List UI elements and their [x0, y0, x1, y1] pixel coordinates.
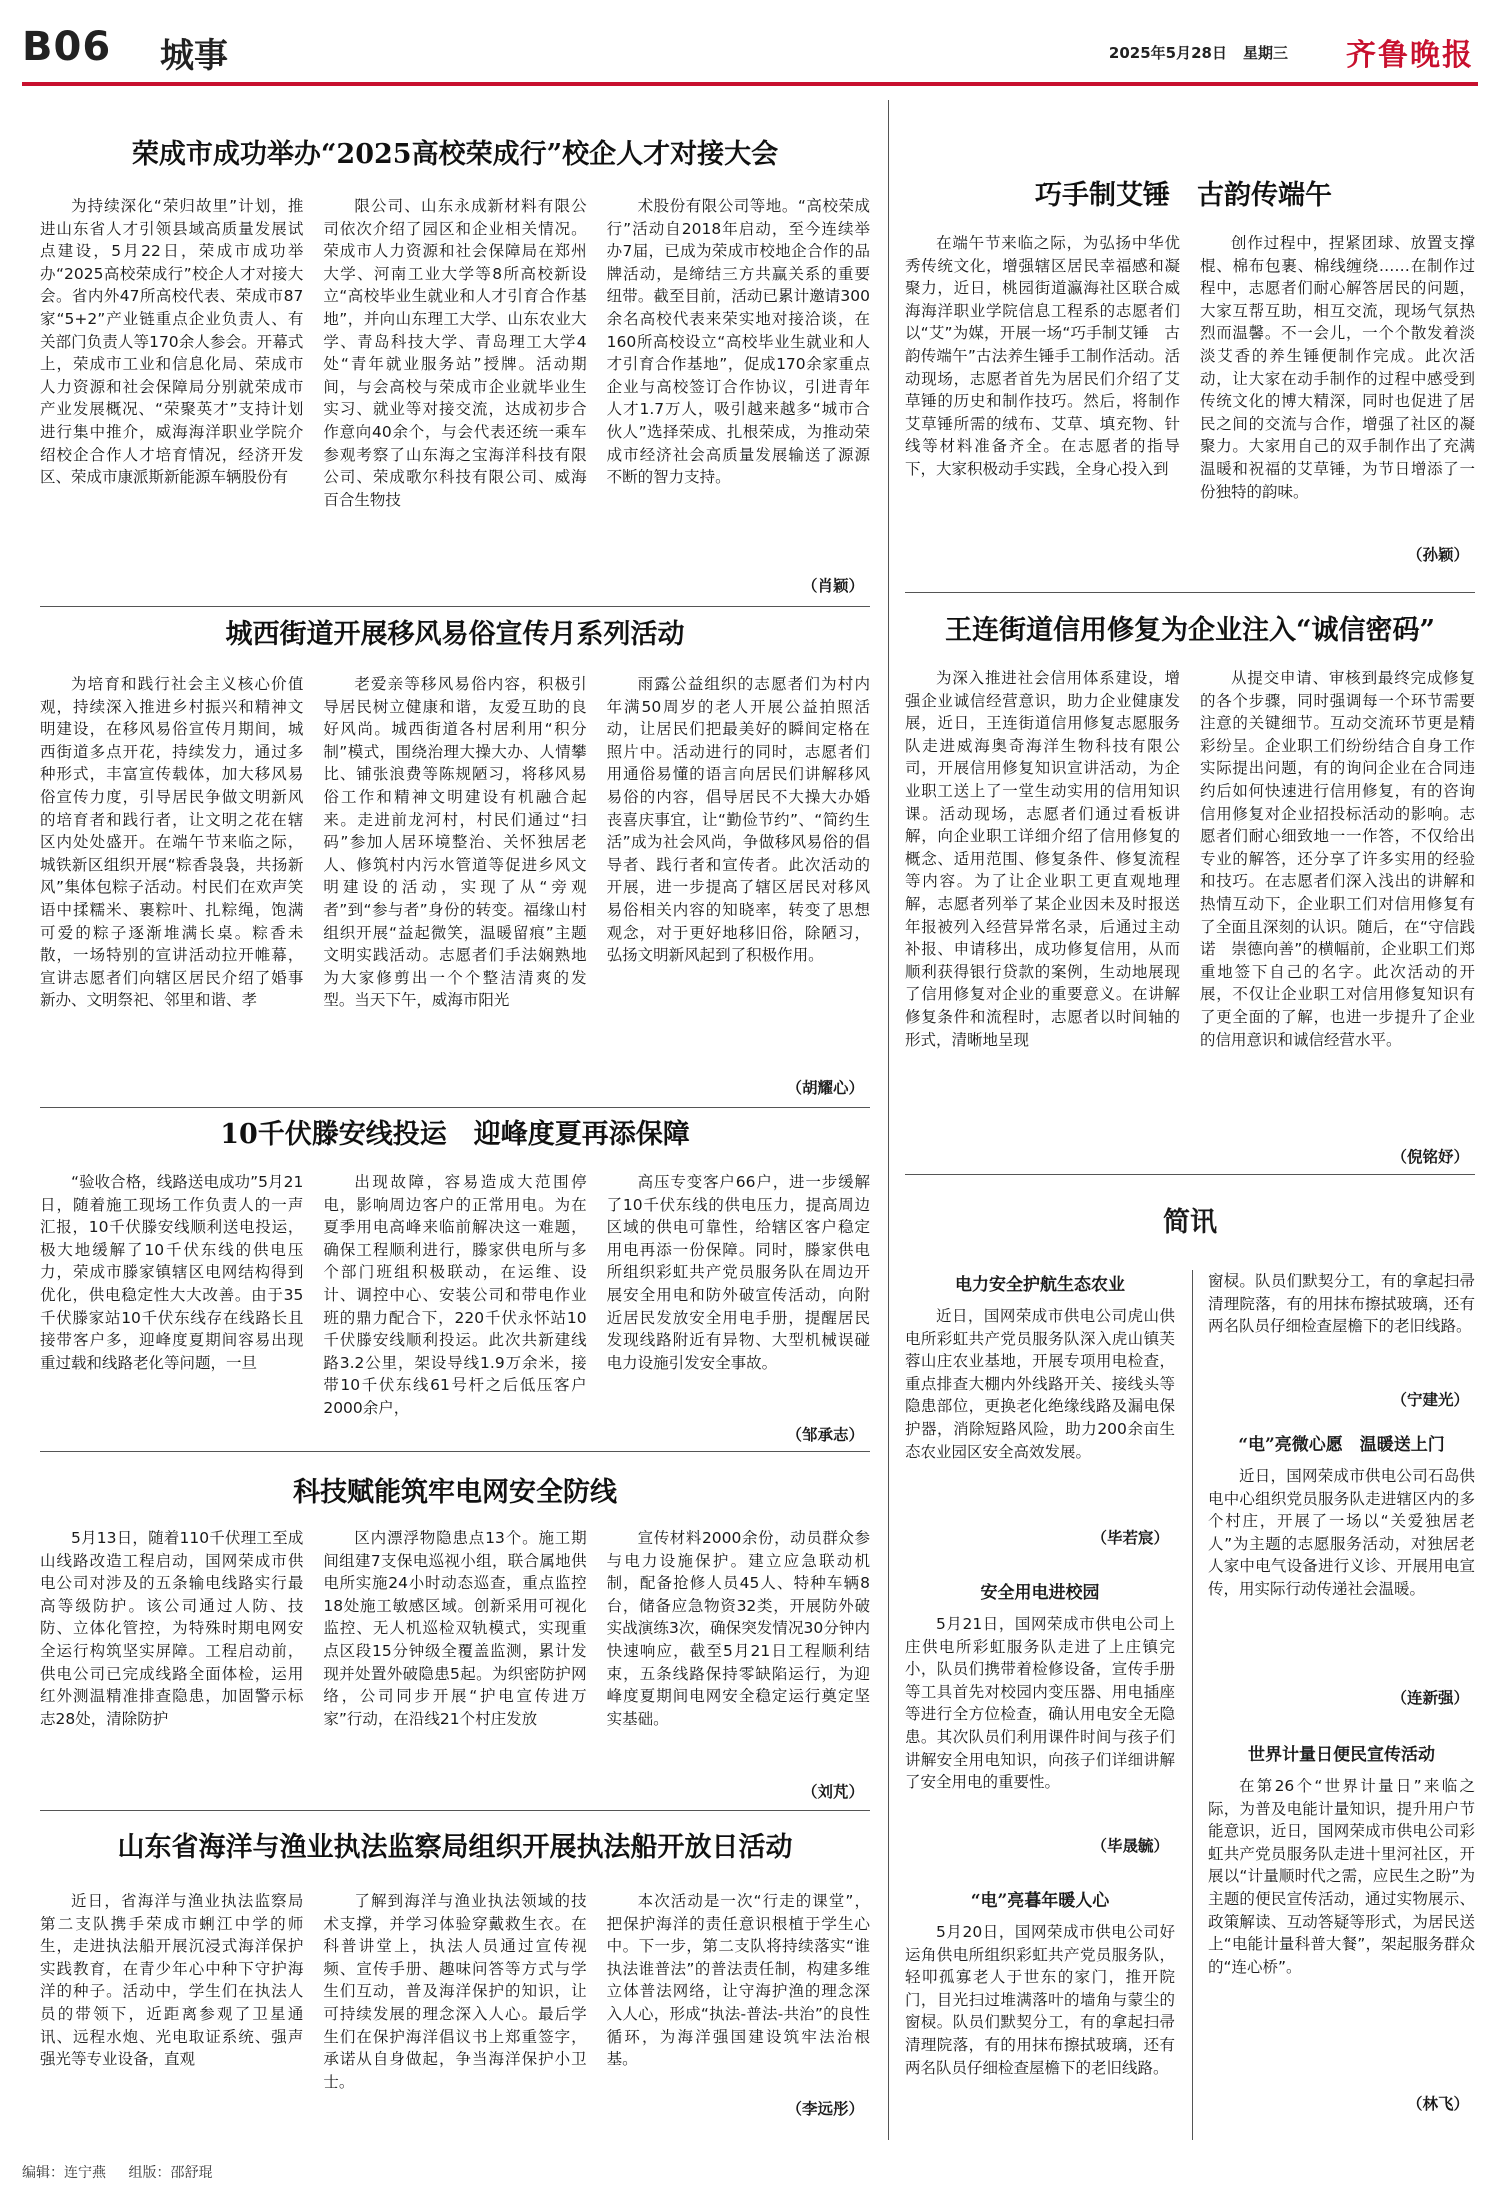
article-open-day — [40, 1830, 870, 2130]
divider — [905, 592, 1475, 593]
article-customs-reform — [40, 617, 870, 1103]
newspaper-logo: 齐鲁晚报 — [1346, 38, 1474, 73]
article-author: （肖颖） — [801, 577, 864, 595]
article-grid-safety — [40, 1475, 870, 1807]
article-author: （邹承志） — [786, 1426, 864, 1444]
brief-author: （宁建光） — [1391, 1391, 1469, 1409]
brief-column-left — [905, 1270, 1175, 2140]
article-column-3: 高压专变客户66户，进一步缓解了10千伏东线的供电压力，提高周边区域的供电可靠性，给辖区客户稳定用电再添一份保障。同时，滕家供电所组织彩虹共产党员服务队在周边开展安全用电和防外破宣传活动，向附近居民发放安全用电手册，提醒居民发现线路附近有异物、大型机械误碰电力设施引发安全事故。 — [606, 1173, 870, 1372]
brief-heading: 简讯 — [1163, 1207, 1217, 1238]
article-title: 荣成市成功举办“2025高校荣成行”校企人才对接大会 — [131, 139, 779, 170]
page-header — [22, 16, 1478, 86]
section-title: 城事 — [160, 36, 228, 76]
brief-body: 在第26个“世界计量日”来临之际，为普及电能计量知识，提升用户节能意识，近日，国网荣成市供电公司彩虹共产党员服务队走进十里河社区，开展以“计量顺时代之需，应民生之盼”为主题的便民宣传活动，通过实物展示、政策解读、互动答疑等形式，为居民送上“电能计量科普大餐”，架起服务群众的“连心桥”。 — [1208, 1777, 1475, 1976]
article-column-3: 术股份有限公司等地。“高校荣成行”活动自2018年启动，至今连续举办7届，已成为荣成市校地企合作的品牌活动，是缔结三方共赢关系的重要纽带。截至目前，活动已累计邀请300余名高校代表来荣实地对接洽谈，在160所高校设立“高校毕业生就业和人才引育合作基地”，促成170余家重点企业与高校签订合作协议，引进青年人才1.7万人，吸引越来越多“城市合伙人”选择荣成、扎根荣成，为推动荣成市经济社会高质量发展输送了源源不断的智力支持。 — [606, 197, 870, 487]
divider — [40, 606, 870, 607]
brief-body: 5月21日，国网荣成市供电公司上庄供电所彩虹服务队走进了上庄镇完小，队员们携带着检修设备，宣传手册等工具首先对校园内变压器、用电插座等进行全方位检查，确认用电安全无隐患。其次队员们利用课件时间与孩子们讲解安全用电知识，向孩子们详细讲解了安全用电的重要性。 — [905, 1615, 1175, 1792]
article-author: （孙颖） — [1406, 546, 1469, 564]
brief-title: 世界计量日便民宣传活动 — [1248, 1745, 1435, 1765]
brief-author: （毕晟毓） — [1091, 1837, 1169, 1855]
article-column-1: 为培育和践行社会主义核心价值观，持续深入推进乡村振兴和精神文明建设，在移风易俗宣传月期间，城西街道多点开花，持续发力，通过多种形式，丰富宣传载体，加大移风易俗宣传力度，引导居民争做文明新风的培育者和践行者，让文明之花在辖区内处处盛开。在端午节来临之际，城铁新区组织开展“粽香袅袅，共扬新风”集体包粽子活动。村民们在欢声笑语中揉糯米、裹粽叶、扎粽绳，饱满可爱的粽子逐渐堆满长桌。粽香未散，一场特别的宣讲活动拉开帷幕，宣讲志愿者们向辖区居民介绍了婚事新办、文明祭祀、邻里和谐、孝 — [40, 675, 304, 1010]
column-divider — [888, 100, 889, 2140]
article-title: 王连街道信用修复为企业注入“诚信密码” — [944, 615, 1436, 646]
article-column-2: 了解到海洋与渔业执法领域的技术支撑，并学习体验穿戴救生衣。在科普讲堂上，执法人员通过宣传视频、宣传手册、趣味问答等方式与学生们互动，普及海洋保护的知识，让可持续发展的理念深入人心。最后学生们在保护海洋倡议书上郑重签字，承诺从自身做起，争当海洋保护小卫士。 — [323, 1892, 587, 2091]
brief-item — [1208, 1430, 1475, 1730]
brief-author: （毕若宸） — [1091, 1529, 1169, 1547]
article-title: 山东省海洋与渔业执法监察局组织开展执法船开放日活动 — [117, 1832, 793, 1863]
article-author: （胡耀心） — [786, 1079, 864, 1097]
divider — [40, 1107, 870, 1108]
brief-body: 窗棂。队员们默契分工，有的拿起扫帚清理院落，有的用抹布擦拭玻璃，还有两名队员仔细检查屋檐下的老旧线路。 — [1208, 1272, 1475, 1336]
article-column-1: “验收合格，线路送电成功”5月21日，随着施工现场工作负责人的一声汇报，10千伏滕安线顺利送电投运，极大地缓解了10千伏东线的供电压力，荣成市滕家镇辖区电网结构得到优化，供电稳定性大大改善。由于35千伏滕家站10千伏东线存在线路长且接带客户多，迎峰度夏期间容易出现重过载和线路老化等问题，一旦 — [40, 1173, 304, 1372]
article-talent-fair — [40, 137, 870, 601]
article-column-2: 老爱亲等移风易俗内容，积极引导居民树立健康和谐，友爱互助的良好风尚。城西街道各村居利用“积分制”模式，围绕治理大操大办、人情攀比、铺张浪费等陈规陋习，将移风易俗工作和精神文明建设有机融合起来。走进前龙河村，村民们通过“扫码”参加人居环境整治、关怀独居老人、修筑村内污水管道等促进乡风文明建设的活动，实现了从“旁观者”到“参与者”身份的转变。福缘山村组织开展“益起微笑，温暖留痕”主题文明实践活动。志愿者们手法娴熟地为大家修剪出一个个整洁清爽的发型。当天下午，威海市阳光 — [323, 675, 587, 1010]
brief-item — [905, 1578, 1175, 1878]
article-column-1: 在端午节来临之际，为弘扬中华优秀传统文化，增强辖区居民幸福感和凝聚力，近日，桃园街道瀛海社区联合威海海洋职业学院信息工程系的志愿者们以“艾”为媒，开展一场“巧手制艾锤 古韵传端午”古法养生锤手工制作活动。活动现场，志愿者首先为居民们介绍了艾草锤的历史和制作技巧。然后，将制作艾草锤所需的绒布、艾草、填充物、针线等材料准备齐全。在志愿者的指导下，大家积极动手实践，全身心投入到 — [905, 234, 1180, 478]
article-column-3: 本次活动是一次“行走的课堂”，把保护海洋的责任意识根植于学生心中。下一步，第二支队将持续落实“谁执法谁普法”的普法责任制，构建多维立体普法网络，让守海护渔的理念深入人心，形成“执法-普法-共治”的良性循环，为海洋强国建设筑牢法治根基。 — [606, 1892, 870, 2069]
divider — [40, 1810, 870, 1811]
article-column-3: 宣传材料2000余份，动员群众参与电力设施保护。建立应急联动机制，配备抢修人员45人、特种车辆8台，储备应急物资32类，开展防外破实战演练3次，确保突发情况30分钟内快速响应，截至5月21日工程顺利结束，五条线路保持零缺陷运行，为迎峰度夏期间电网安全稳定运行奠定坚实基础。 — [606, 1529, 870, 1728]
article-column-3: 雨露公益组织的志愿者们为村内年满50周岁的老人开展公益拍照活动，让居民们把最美好的瞬间定格在照片中。活动进行的同时，志愿者们用通俗易懂的语言向居民们讲解移风易俗的内容，倡导居民不大操大办婚丧喜庆事宜，让“勤俭节约”、“简约生活”成为社会风尚，争做移风易俗的倡导者、践行者和宣传者。此次活动的开展，进一步提高了辖区居民对移风易俗相关内容的知晓率，转变了思想观念，对于更好地移旧俗，除陋习，弘扬文明新风起到了积极作用。 — [606, 675, 870, 965]
article-title: 巧手制艾锤 古韵传端午 — [1035, 180, 1332, 211]
brief-item — [905, 1886, 1175, 2136]
brief-item — [1208, 1740, 1475, 2130]
article-column-1: 为深入推进社会信用体系建设，增强企业诚信经营意识，助力企业健康发展，近日，王连街道信用修复志愿服务队走进威海奥奇海洋生物科技有限公司，开展信用修复知识宣讲活动，为企业职工送上了一堂生动实用的信用知识课。活动现场，志愿者们通过看板讲解，向企业职工详细介绍了信用修复的概念、适用范围、修复条件、修复流程等内容。为了让企业职工更直观地理解，志愿者列举了某企业因未及时报送年报被列入经营异常名录，后通过主动补报、申请移出，成功修复信用，从而顺利获得银行贷款的案例，生动地展现了信用修复对企业的重要意义。在讲解修复条件和流程时，志愿者以时间轴的形式，清晰地呈现 — [905, 669, 1180, 1049]
article-column-2: 区内漂浮物隐患点13个。施工期间组建7支保电巡视小组，联合属地供电所实施24小时动态巡查，重点监控18处施工敏感区域。创新采用可视化监控、无人机巡检双轨模式，实现重点区段15分钟级全覆盖监测，累计发现并处置外破隐患5起。为织密防护网络，公司同步开展“护电宣传进万家”行动，在沿线21个村庄发放 — [323, 1529, 587, 1728]
brief-body: 近日，国网荣成市供电公司虎山供电所彩虹共产党员服务队深入虎山镇芙蓉山庄农业基地，开展专项用电检查，重点排查大棚内外线路开关、接线头等隐患部位，更换老化绝缘线路及漏电保护器，消除短路风险，助力200余亩生态农业园区安全高效发展。 — [905, 1307, 1175, 1461]
article-column-1: 为持续深化“荣归故里”计划，推进山东省人才引领县域高质量发展试点建设，5月22日，荣成市成功举办“2025高校荣成行”校企人才对接大会。省内外47所高校代表、荣成市87家“5+2”产业链重点企业负责人、有关部门负责人等170余人参会。开幕式上，荣成市工业和信息化局、荣成市人力资源和社会保障局分别就荣成市产业发展概况、“荣聚英才”支持计划进行集中推介，威海海洋职业学院介绍校企合作人才培育情况，经济开发区、荣成市康派斯新能源车辆股份有 — [40, 197, 304, 487]
brief-item-continued — [1208, 1270, 1475, 1420]
brief-title: “电”亮暮年暖人心 — [970, 1891, 1110, 1911]
brief-title: 安全用电进校园 — [980, 1583, 1100, 1603]
brief-title: “电”亮微心愿 温暖送上门 — [1238, 1435, 1445, 1455]
weekday: 星期三 — [1242, 44, 1288, 62]
article-column-2: 创作过程中，捏紧团球、放置支撑棍、棉布包裹、棉线缠绕……在制作过程中，志愿者们耐心解答居民的问题，大家互帮互助，相互交流，现场气氛热烈而温馨。不一会儿，一个个散发着淡淡艾香的养生锤便制作完成。此次活动，让大家在动手制作的过程中感受到传统文化的博大精深，同时也促进了居民之间的交流与合作，增强了社区的凝聚力。大家用自己的双手制作出了充满温暖和祝福的艾草锤，为节日增添了一份独特的韵味。 — [1200, 234, 1475, 501]
article-power-line — [40, 1117, 870, 1447]
page-footer — [22, 2162, 230, 2182]
brief-divider — [1192, 1270, 1193, 2140]
article-column-1: 5月13日，随着110千伏理工至成山线路改造工程启动，国网荣成市供电公司对涉及的五条输电线路实行最高等级防护。该公司通过人防、技防、立体化管控，为特殊时期电网安全运行构筑坚实屏障。工程启动前，供电公司已完成线路全面体检，运用红外测温精准排查隐患，加固警示标志28处，清除防护 — [40, 1529, 304, 1728]
dateline — [1109, 42, 1288, 63]
brief-author: （林飞） — [1406, 2095, 1469, 2113]
article-author: （李远彤） — [786, 2100, 864, 2118]
date: 2025年5月28日 — [1108, 44, 1227, 62]
brief-column-right — [1208, 1270, 1475, 2140]
brief-body: 5月20日，国网荣成市供电公司好运角供电所组织彩虹共产党员服务队，轻叩孤寡老人于世东的家门，推开院门，目光扫过堆满落叶的墙角与蒙尘的窗棂。队员们默契分工，有的拿起扫帚清理院落，有的用抹布擦拭玻璃，还有两名队员仔细检查屋檐下的老旧线路。 — [905, 1923, 1175, 2077]
article-column-2: 从提交申请、审核到最终完成修复的各个步骤，同时强调每一个环节需要注意的关键细节。互动交流环节更是精彩纷呈。企业职工们纷纷结合自身工作实际提出问题，有的询问企业在合同违约后如何快速进行信用修复，有的咨询信用修复对企业招投标活动的影响。志愿者们耐心细致地一一作答，不仅给出专业的解答，还分享了许多实用的经验和技巧。在志愿者们深入浅出的讲解和热情互动下，企业职工们对信用修复有了全面且深刻的认识。随后，在“守信践诺 崇德向善”的横幅前，企业职工们郑重地签下自己的名字。此次活动的开展，不仅让企业职工对信用修复知识有了更全面的了解，也进一步提升了企业的信用意识和诚信经营水平。 — [1200, 669, 1475, 1049]
article-title: 城西街道开展移风易俗宣传月系列活动 — [225, 619, 685, 650]
article-credit-repair — [905, 613, 1475, 1183]
brief-title: 电力安全护航生态农业 — [955, 1275, 1125, 1295]
brief-body: 近日，国网荣成市供电公司石岛供电中心组织党员服务队走进辖区内的多个村庄，开展了一场以“关爱独居老人”为主题的志愿服务活动，对独居老人家中电气设备进行义诊、开展用电宣传，用实际行动传递社会温暖。 — [1208, 1467, 1475, 1598]
brief-author: （连新强） — [1391, 1689, 1469, 1707]
article-column-2: 出现故障，容易造成大范围停电，影响周边客户的正常用电。为在夏季用电高峰来临前解决这一难题，确保工程顺利进行，滕家供电所与多个部门班组积极联动，在运维、设计、调控中心、安装公司和带电作业班的鼎力配合下，220千伏永怀站10千伏滕安线顺利投运。此次共新建线路3.2公里，架设导线1.9万余米，接带10千伏东线61号杆之后低压客户2000余户， — [323, 1173, 587, 1417]
article-title: 科技赋能筑牢电网安全防线 — [293, 1477, 617, 1508]
article-author: （刘芃） — [801, 1783, 864, 1801]
article-column-2: 限公司、山东永成新材料有限公司依次介绍了园区和企业相关情况。荣成市人力资源和社会保障局在郑州大学、河南工业大学等8所高校新设立“高校毕业生就业和人才引育合作基地”，并向山东理工大学、山东农业大学、青岛科技大学、青岛理工大学4处“青年就业服务站”授牌。活动期间，与会高校与荣成市企业就毕业生实习、就业等对接交流，达成初步合作意向40余个，与会代表还统一乘车参观考察了山东海之宝海洋科技有限公司、荣成歌尔科技有限公司、威海百合生物技 — [323, 197, 587, 509]
article-column-1: 近日，省海洋与渔业执法监察局第二支队携手荣成市蜊江中学的师生，走进执法船开展沉浸式海洋保护实践教育，在青少年心中种下守护海洋的种子。活动中，学生们在执法人员的带领下，近距离参观了卫星通讯、远程水炮、光电取证系统、强声强光等专业设备，直观 — [40, 1892, 304, 2069]
layout-credit: 组版：邵舒琨 — [128, 2165, 213, 2181]
article-title: 10千伏滕安线投运 迎峰度夏再添保障 — [220, 1119, 690, 1150]
brief-item — [905, 1270, 1175, 1570]
divider — [905, 1174, 1475, 1175]
editor-credit: 编辑：连宁燕 — [22, 2165, 106, 2181]
divider — [40, 1451, 870, 1452]
article-author: （倪铭妤） — [1391, 1148, 1469, 1166]
page-number: B06 — [22, 24, 112, 70]
article-mugwort — [905, 178, 1475, 588]
